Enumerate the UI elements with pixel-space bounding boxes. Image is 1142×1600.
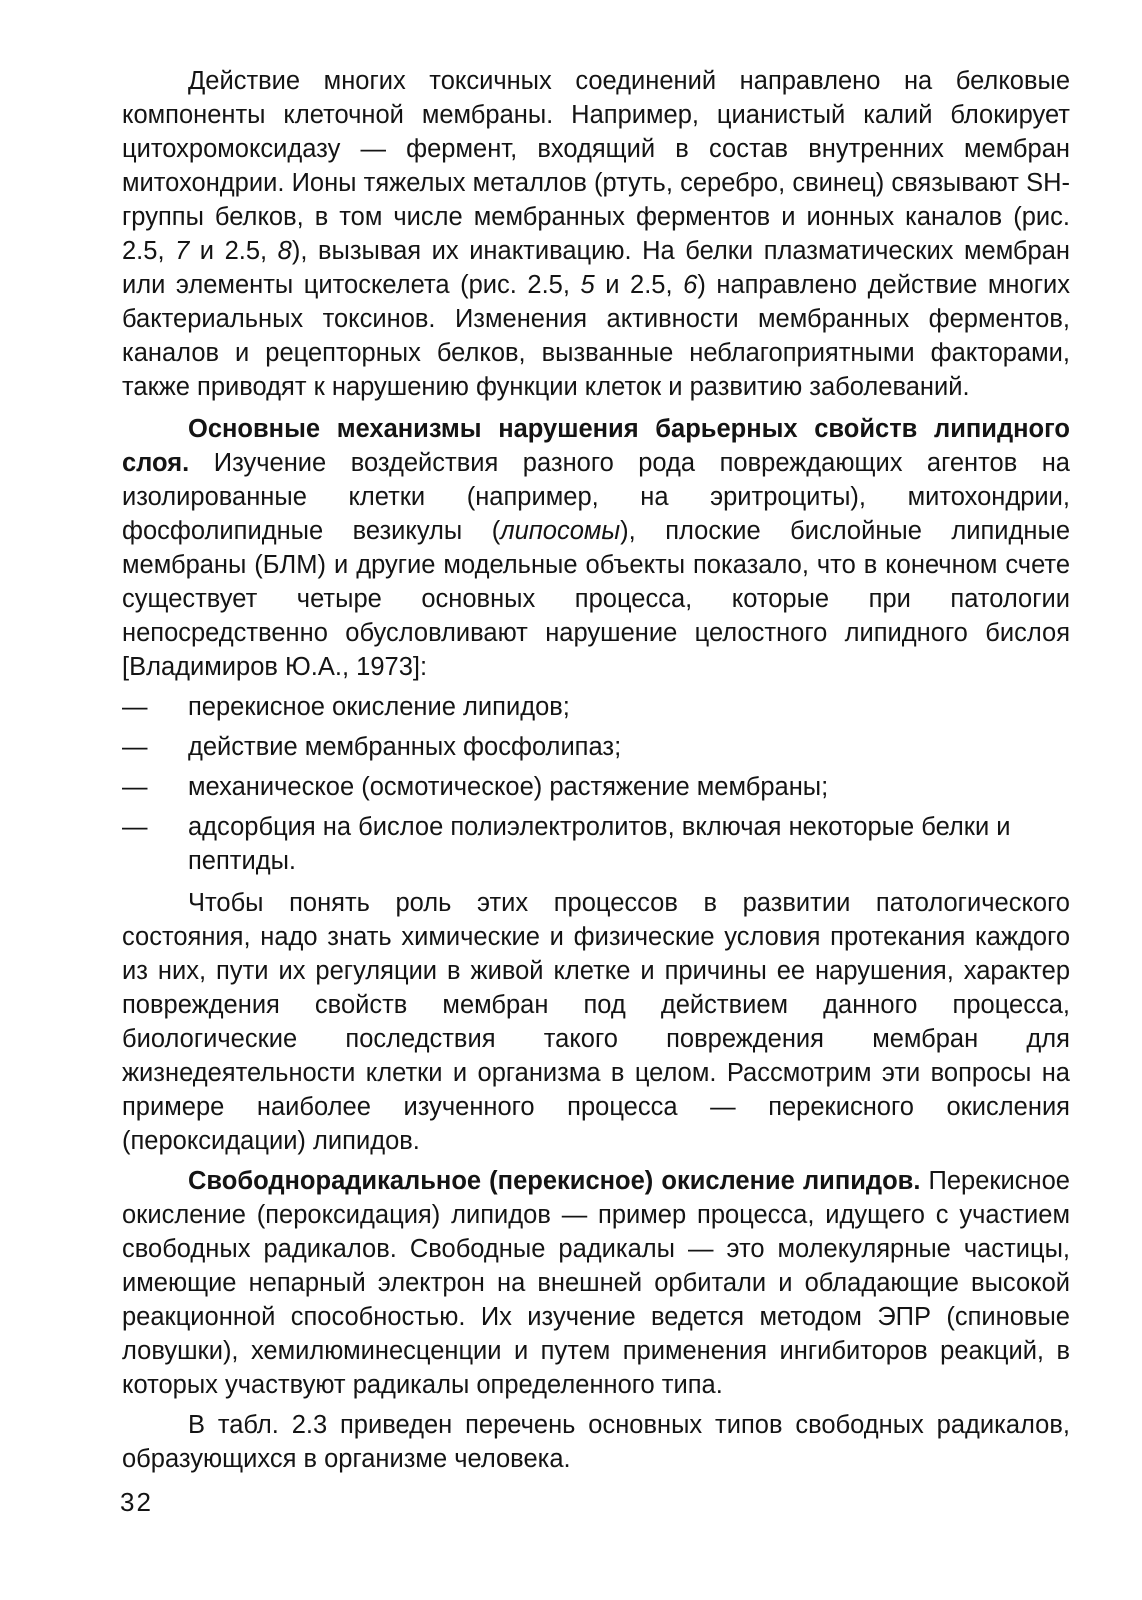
text-run: Изучение воздействия разного рода повреждающих агентов на изолированные клетки (например, на эритроциты), митохондрии, фосфолипидные везикулы ( — [122, 449, 1070, 545]
list-item — [122, 770, 1070, 804]
section-heading: Свободнорадикальное (перекисное) окисление липидов. — [188, 1167, 921, 1195]
list-item-text: адсорбция на бислое полиэлектролитов, включая некоторые белки и пептиды. — [188, 813, 1011, 875]
list-item — [122, 690, 1070, 724]
list-item-text: действие мембранных фосфолипаз; — [188, 733, 622, 761]
text-run: ) направлено действие многих бактериальных токсинов. Изменения активности мембранных ферментов, каналов и рецепторных белков, вызванные неблагоприятными факторами, также приводят к нарушению функции клеток и развитию заболеваний. — [122, 271, 1070, 401]
page-number: 32 — [120, 1487, 153, 1517]
list-item-text: перекисное окисление липидов; — [188, 693, 570, 721]
process-list — [122, 690, 1070, 878]
bullet-dash: — — [122, 813, 148, 841]
list-item — [122, 810, 1070, 878]
list-item-text: механическое (осмотическое) растяжение мембраны; — [188, 773, 829, 801]
bullet-dash: — — [122, 733, 148, 761]
figure-ref: 8 — [277, 237, 292, 265]
bullet-dash: — — [122, 693, 148, 721]
italic-term: липосомы — [500, 517, 621, 545]
figure-ref: 6 — [683, 271, 698, 299]
figure-ref: 5 — [580, 271, 595, 299]
text-run: и 2.5, — [189, 237, 278, 265]
text-run: и 2.5, — [594, 271, 684, 299]
page-body — [122, 64, 1070, 1482]
text-run: Действие многих токсичных соединений направлено на белковые компоненты клеточной мембраны. Например, цианистый калий блокирует цитохромоксидазу — фермент, входящий в состав внутренних мембран митохондрии. Ионы тяжелых металлов (ртуть, серебро, свинец) связывают SH-группы белков, в том числе мембранных ферментов и ионных каналов (рис. 2.5, — [122, 67, 1070, 265]
paragraph-process-roles: Чтобы понять роль этих процессов в развитии патологического состояния, надо знать химические и физические условия протекания каждого из них, пути их регуляции в живой клетке и причины ее нарушения, характер повреждения свойств мембран под действием данного процесса, биологические последствия такого повреждения мембран для жизнедеятельности клетки и организма в целом. Рассмотрим эти вопросы на примере наиболее изученного процесса — перекисного окисления (пероксидации) липидов. — [122, 889, 1070, 1155]
paragraph-membrane-proteins — [122, 64, 1070, 404]
paragraph-barrier-mechanisms — [122, 412, 1070, 684]
figure-ref: 7 — [175, 237, 190, 265]
paragraph-lipid-peroxidation — [122, 1164, 1070, 1402]
text-run: ), плоские бислойные липидные мембраны (БЛМ) и другие модельные объекты показало, что в конечном счете существует четыре основных процесса, которые при патологии непосредственно обусловливают нарушение целостного липидного бислоя [Владимиров Ю.А., 1973]: — [122, 517, 1070, 681]
list-item — [122, 730, 1070, 764]
text-run: ), вызывая их инактивацию. На белки плазматических мембран или элементы цитоскелета (рис. 2.5, — [122, 237, 1070, 299]
section-heading: Основные механизмы нарушения барьерных свойств липидного слоя. — [122, 415, 1070, 477]
paragraph-table-reference: В табл. 2.3 приведен перечень основных типов свободных радикалов, образующихся в организме человека. — [122, 1411, 1070, 1473]
bullet-dash: — — [122, 773, 148, 801]
text-run: Перекисное окисление (пероксидация) липидов — пример процесса, идущего с участием свободных радикалов. Свободные радикалы — это молекулярные частицы, имеющие непарный электрон на внешней орбитали и обладающие высокой реакционной способностью. Их изучение ведется методом ЭПР (спиновые ловушки), хемилюминесценции и путем применения ингибиторов реакций, в которых участвуют радикалы определенного типа. — [122, 1167, 1070, 1399]
